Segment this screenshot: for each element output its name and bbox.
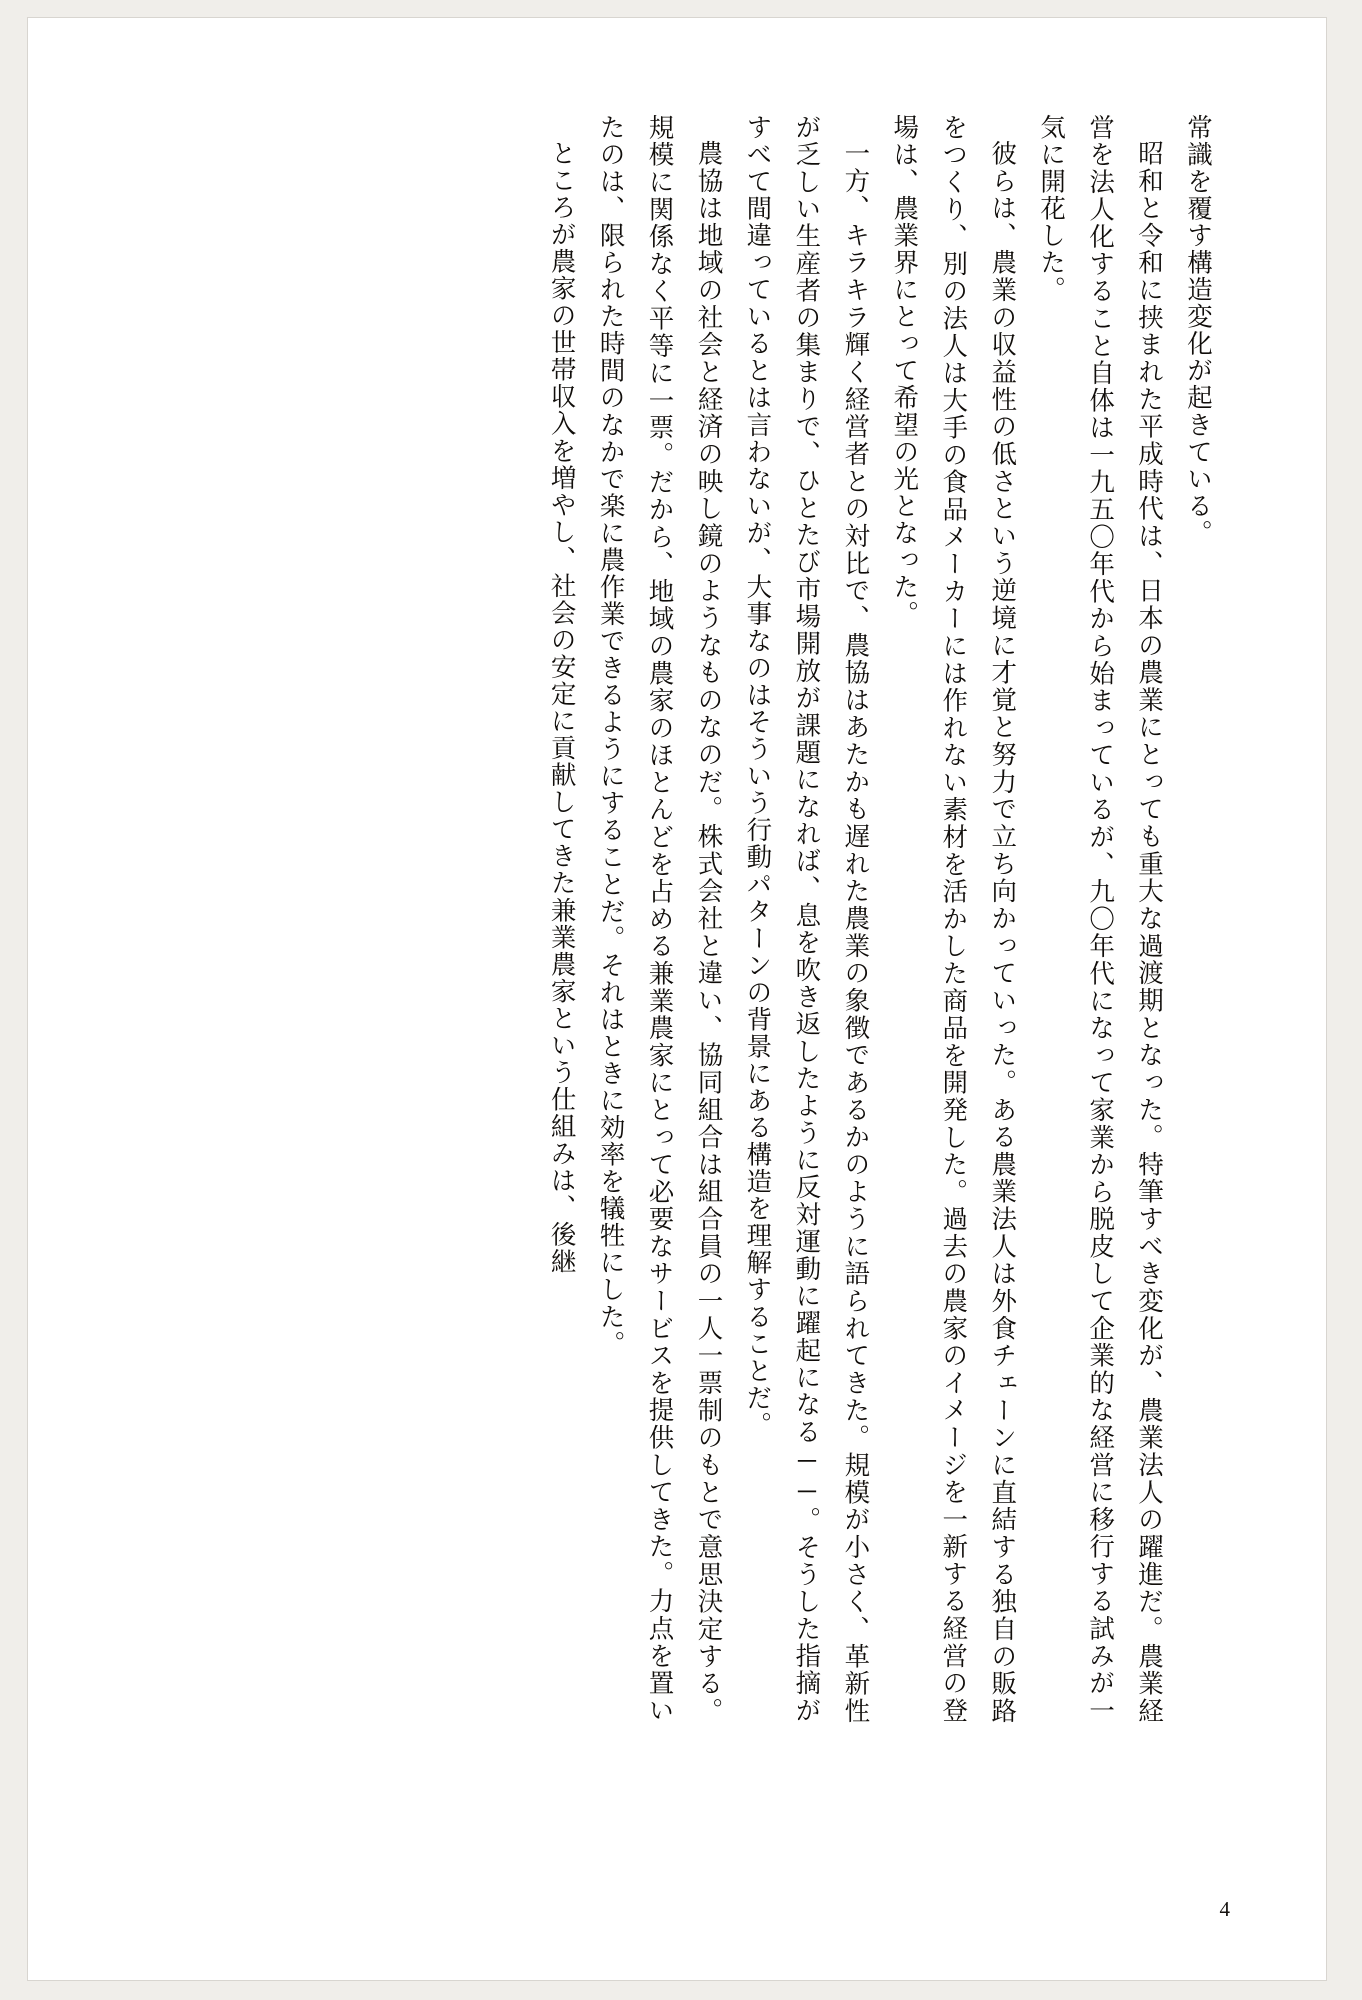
- vertical-body-text: [132, 114, 1222, 1724]
- document-page: [28, 18, 1326, 1980]
- page-number: 4: [1219, 1897, 1230, 1921]
- paragraph-1: 常識を覆す構造変化が起きている。: [1184, 114, 1213, 547]
- page-content-area: [28, 18, 1326, 1980]
- paragraph-5: 農協は地域の社会と経済の映し鏡のようなものなのだ。株式会社と違い、協同組合は組合員の一人一票制のもとで意思決定する。規模に関係なく平等に一票。だから、地域の農家のほとんどを占める兼業農家にとって必要なサービスを提供してきた。力点を置いたのは、限られた時間のなかで楽に農作業できるようにすることだ。それはときに効率を犠牲にした。: [596, 114, 724, 1724]
- paragraph-2: 昭和と令和に挟まれた平成時代は、日本の農業にとっても重大な過渡期となった。特筆すべき変化が、農業法人の躍進だ。農業経営を法人化すること自体は一九五〇年代から始まっているが、九〇年代になって家業から脱皮して企業的な経営に移行する試みが一気に開花した。: [1037, 114, 1165, 1724]
- paragraph-6: ところが農家の世帯収入を増やし、社会の安定に貢献してきた兼業農家という仕組みは、後継: [547, 139, 577, 1275]
- paragraph-3: 彼らは、農業の収益性の低さという逆境に才覚と努力で立ち向かっていった。ある農業法人は外食チェーンに直結する独自の販路をつくり、別の法人は大手の食品メーカーには作れない素材を活かした商品を開発した。過去の農家のイメージを一新する経営の登場は、農業界にとって希望の光となった。: [890, 114, 1018, 1724]
- paragraph-4: 一方、キラキラ輝く経営者との対比で、農協はあたかも遅れた農業の象徴であるかのように語られてきた。規模が小さく、革新性が乏しい生産者の集まりで、ひとたび市場開放が課題になれば、息を吹き返したように反対運動に躍起になる──。そうした指摘がすべて間違っているとは言わないが、大事なのはそういう行動パターンの背景にある構造を理解することだ。: [743, 114, 871, 1724]
